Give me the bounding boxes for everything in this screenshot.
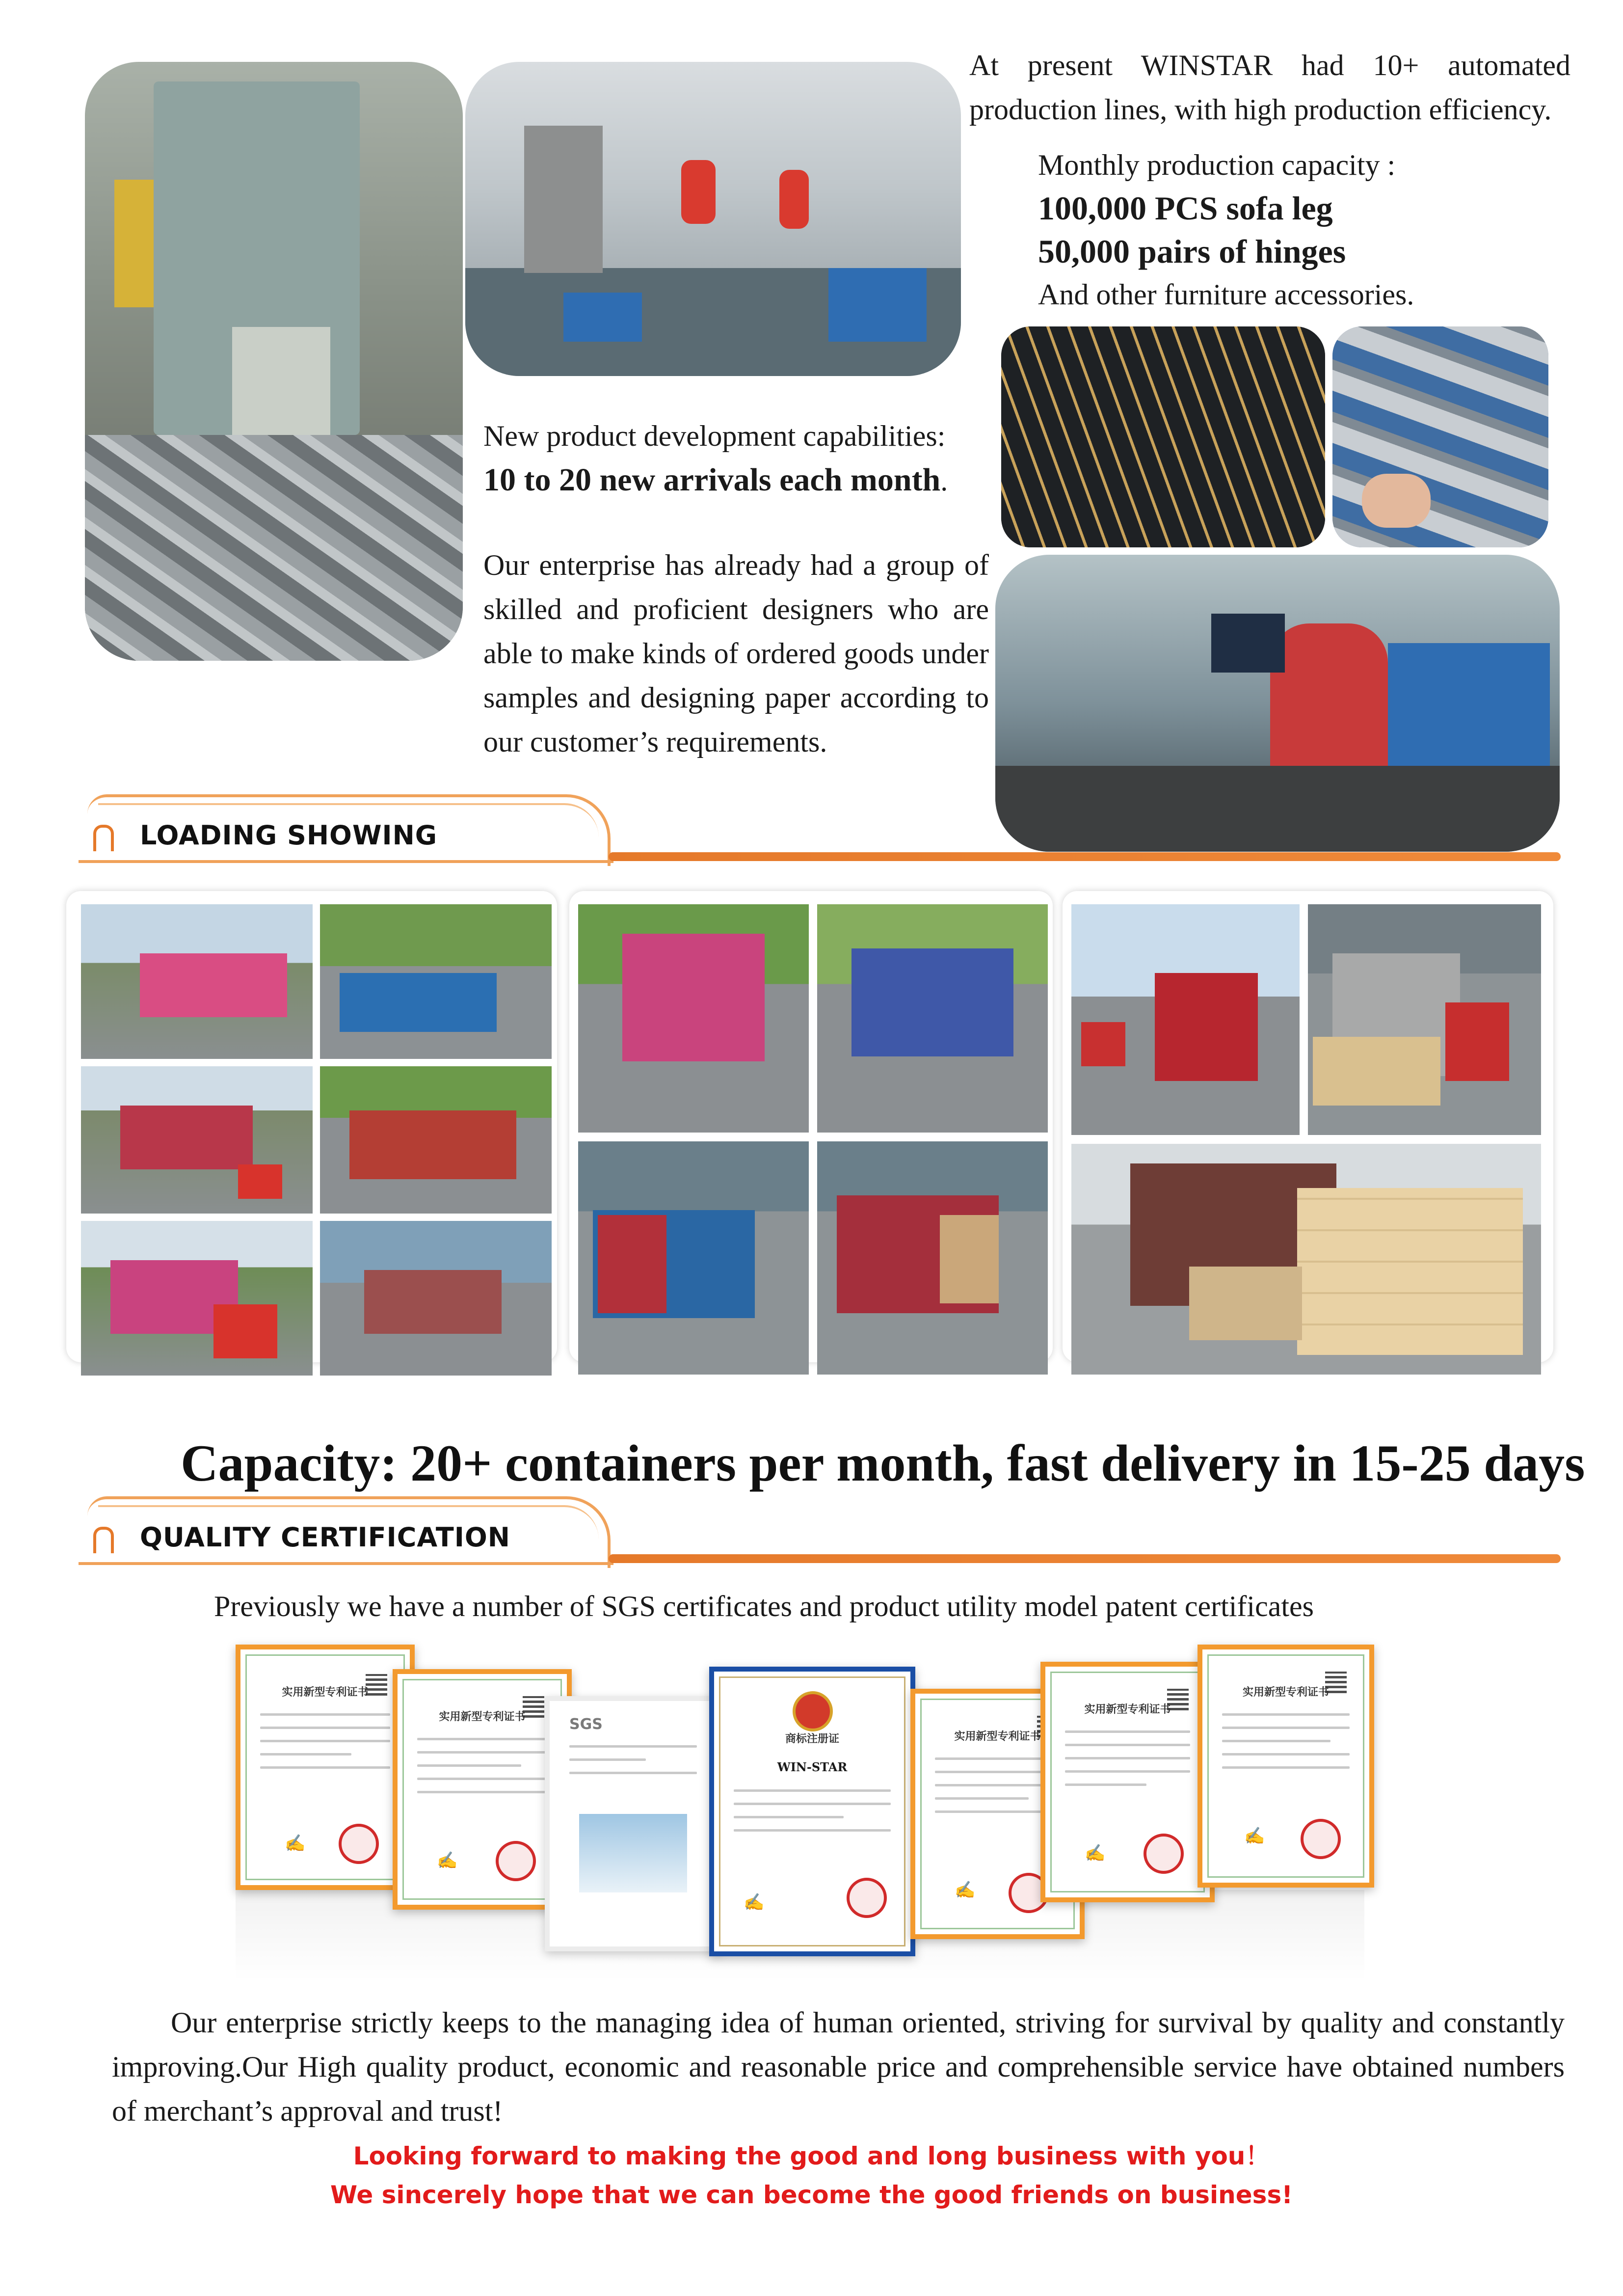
- truck-photo: [578, 904, 809, 1133]
- truck-photo: [320, 1221, 552, 1376]
- red-seal-icon: [496, 1841, 536, 1881]
- certificates-intro: Previously we have a number of SGS certificates and product utility model patent certificates: [214, 1590, 1314, 1622]
- loading-section-header: [79, 794, 1561, 868]
- capacity-statement: Capacity: 20+ containers per month, fast delivery in 15-25 days: [181, 1434, 1585, 1492]
- trademark-certificate: 商标注册证 WIN-STAR ✍: [709, 1667, 915, 1956]
- new-product-label: New product development capabilities:: [483, 420, 946, 452]
- designers-line-4: samples and designing paper according to: [483, 681, 989, 714]
- sgs-test-report: [545, 1696, 721, 1951]
- new-arrivals: 10 to 20 new arrivals each month: [483, 462, 941, 498]
- national-emblem-icon: [793, 1691, 833, 1731]
- red-seal-icon: [847, 1878, 887, 1918]
- truck-photo: [81, 904, 313, 1059]
- intro-text: [969, 43, 1570, 132]
- closing-line-1: Our enterprise strictly keeps to the managing idea of human oriented, striving for survival by quality and constantly: [171, 2006, 1565, 2039]
- designers-paragraph: [483, 543, 989, 764]
- hook-icon: [93, 1527, 114, 1553]
- quality-section-header: [79, 1496, 1561, 1570]
- hook-icon: [93, 825, 114, 851]
- truck-photo: [817, 1141, 1048, 1375]
- designers-line-3: able to make kinds of ordered goods under: [483, 637, 989, 670]
- quality-section-title: QUALITY CERTIFICATION: [140, 1522, 510, 1553]
- monthly-capacity-label: Monthly production capacity :: [1038, 149, 1396, 181]
- hinges-capacity: 50,000 pairs of hinges: [1038, 233, 1346, 270]
- sofa-legs-photo: [1001, 326, 1325, 547]
- truck-photo: [817, 904, 1048, 1133]
- truck-photo: [320, 1066, 552, 1214]
- patent-certificate: 实用新型专利证书 ✍: [393, 1669, 572, 1910]
- truck-photo: [1071, 904, 1300, 1135]
- truck-photo: [1308, 904, 1541, 1135]
- sofa-leg-capacity: 100,000 PCS sofa leg: [1038, 189, 1333, 227]
- truck-photo: [1071, 1144, 1541, 1375]
- factory-press-photo: [85, 62, 463, 661]
- loading-section-title: LOADING SHOWING: [140, 820, 438, 851]
- new-product-block: New product development capabilities: 10 to 20 new arrivals each month.: [483, 414, 948, 503]
- designers-line-5: our customer’s requirements.: [483, 726, 827, 758]
- patent-certificate: 实用新型专利证书 ✍: [1040, 1662, 1215, 1902]
- closing-paragraph: [112, 2000, 1565, 2133]
- designers-line-1: Our enterprise has already had a group of: [483, 549, 989, 581]
- monthly-capacity-block: [1038, 143, 1414, 316]
- intro-line-2: production lines, with high production efficiency.: [969, 93, 1552, 126]
- other-accessories: And other furniture accessories.: [1038, 278, 1414, 311]
- patent-certificate: 实用新型专利证书 ✍: [1197, 1645, 1374, 1888]
- production-line-photo: [465, 62, 961, 376]
- truck-photo: [81, 1221, 313, 1376]
- closing-line-3: of merchant’s approval and trust!: [112, 2095, 503, 2127]
- hinges-photo: [1332, 326, 1548, 547]
- red-seal-icon: [1144, 1834, 1184, 1874]
- sgs-logo: SGS: [569, 1716, 603, 1733]
- winstar-brand: WIN-STAR: [777, 1760, 848, 1774]
- truck-photo: [81, 1066, 313, 1214]
- red-seal-icon: [1301, 1819, 1341, 1859]
- truck-photo: [320, 904, 552, 1059]
- intro-line-1: At present WINSTAR had 10+ automated: [969, 49, 1570, 81]
- patent-certificate: 实用新型专利证书 ✍: [236, 1645, 415, 1890]
- red-seal-icon: [339, 1824, 379, 1864]
- closing-line-2: improving.Our High quality product, economic and reasonable price and comprehensible service have obtained numbers: [112, 2051, 1565, 2083]
- patent-certificate: 实用新型专利证书 ✍: [910, 1689, 1085, 1939]
- designers-line-2: skilled and proficient designers who are: [483, 593, 989, 625]
- closing-highlight-2: We sincerely hope that we can become the good friends on business!: [330, 2181, 1293, 2209]
- truck-photo: [578, 1141, 809, 1375]
- closing-highlight-1: Looking forward to making the good and long business with you！: [353, 2142, 1270, 2170]
